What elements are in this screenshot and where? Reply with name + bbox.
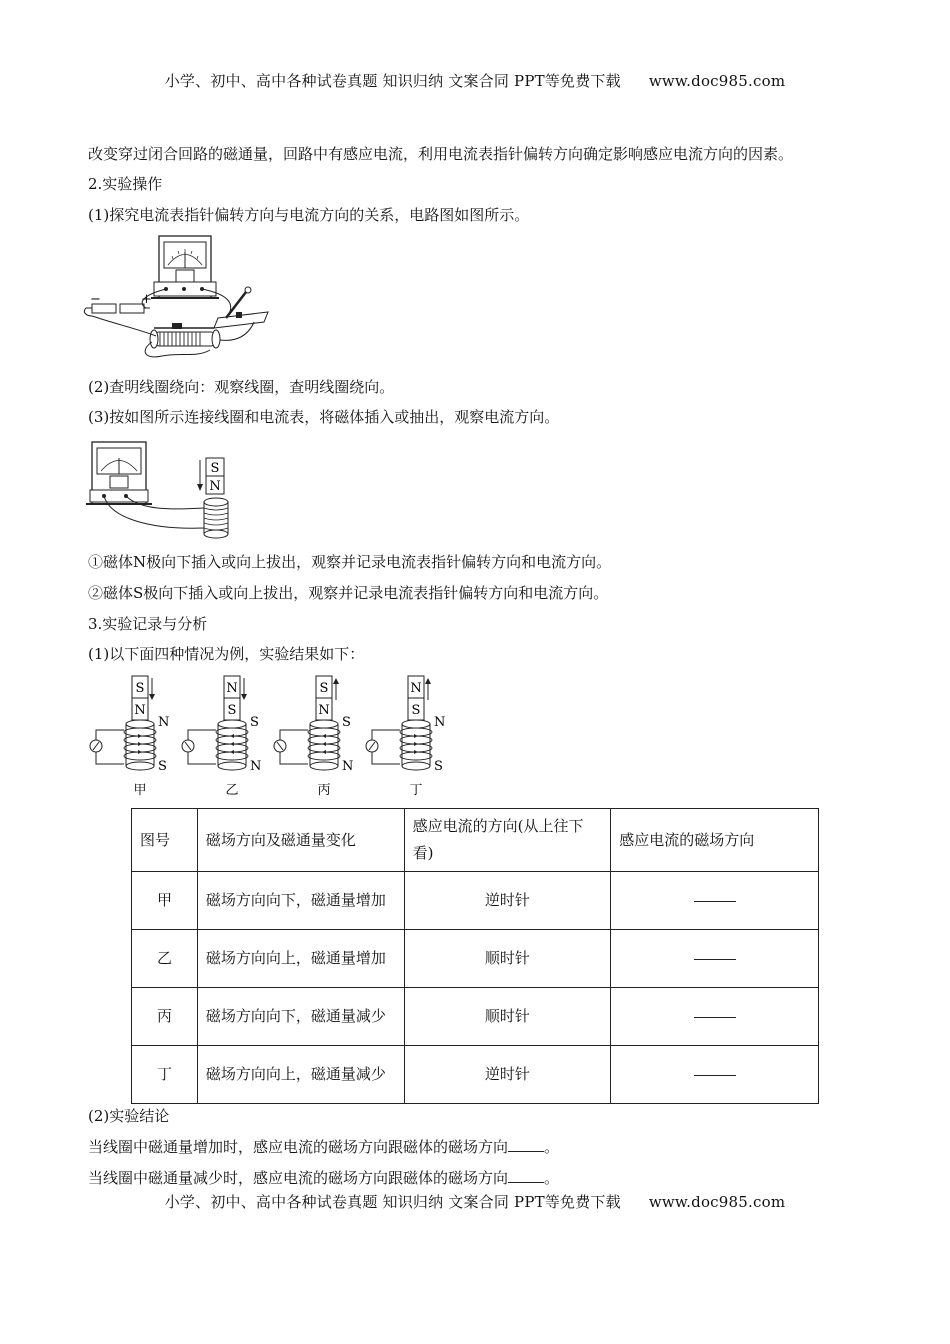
- page-header: [0, 70, 950, 91]
- row-current: 顺时针: [404, 930, 611, 988]
- svg-text:乙: 乙: [225, 783, 239, 798]
- header-current-direction: 感应电流的方向(从上往下看): [404, 809, 611, 872]
- svg-text:S: S: [319, 681, 329, 696]
- record-table: [131, 808, 819, 1104]
- intro-line: 改变穿过闭合回路的磁通量，回路中有感应电流，利用电流表指针偏转方向确定影响感应电流方向的因素。: [88, 145, 794, 163]
- panel-yi: [182, 676, 261, 798]
- battery-minus: −: [90, 292, 101, 307]
- page-footer: [0, 1191, 950, 1212]
- svg-text:S: S: [227, 703, 237, 718]
- row-id: 乙: [132, 930, 198, 988]
- svg-text:N: N: [250, 759, 262, 774]
- row-change: 磁场方向向下，磁通量增加: [197, 872, 404, 930]
- svg-text:S: S: [434, 759, 443, 774]
- row-id: 丁: [132, 1046, 198, 1104]
- row-current: 顺时针: [404, 988, 611, 1046]
- row-change: 磁场方向向下，磁通量减少: [197, 988, 404, 1046]
- answer-blank[interactable]: [611, 930, 819, 988]
- section-3-title: 3.实验记录与分析: [88, 615, 208, 633]
- svg-text:N: N: [342, 759, 354, 774]
- analysis-1: (1)以下面四种情况为例，实验结果如下：: [88, 645, 365, 663]
- figure-3-panels: [86, 672, 456, 802]
- answer-blank[interactable]: [611, 988, 819, 1046]
- step-3: (3)按如图所示连接线圈和电流表，将磁体插入或抽出，观察电流方向。: [88, 408, 560, 426]
- panel-ding: [366, 676, 445, 798]
- table-row: [132, 988, 819, 1046]
- svg-text:N: N: [434, 715, 446, 730]
- section-2-title: 2.实验操作: [88, 175, 163, 193]
- svg-text:N: N: [158, 715, 170, 730]
- row-change: 磁场方向向上，磁通量减少: [197, 1046, 404, 1104]
- svg-text:N: N: [410, 681, 422, 696]
- conclusion-2: 当线圈中磁通量减少时，感应电流的磁场方向跟磁体的磁场方向 。: [88, 1169, 560, 1187]
- svg-text:S: S: [411, 703, 421, 718]
- battery-plus: +: [141, 292, 152, 307]
- header-text: 小学、初中、高中各种试卷真题 知识归纳 文案合同 PPT等免费下载: [164, 72, 621, 90]
- row-id: 丙: [132, 988, 198, 1046]
- header-induced-field: 感应电流的磁场方向: [611, 809, 819, 872]
- row-current: 逆时针: [404, 872, 611, 930]
- row-change: 磁场方向向上，磁通量增加: [197, 930, 404, 988]
- sub-step-2: ②磁体S极向下插入或向上拔出，观察并记录电流表指针偏转方向和电流方向。: [88, 584, 609, 602]
- step-1: (1)探究电流表指针偏转方向与电流方向的关系，电路图如图所示。: [88, 206, 530, 224]
- figure-1-circuit: [86, 232, 276, 362]
- svg-text:S: S: [250, 715, 259, 730]
- figure-2-setup: [90, 438, 240, 538]
- svg-text:N: N: [318, 703, 330, 718]
- panel-bing: [274, 676, 353, 798]
- table-row: [132, 872, 819, 930]
- svg-text:S: S: [135, 681, 145, 696]
- answer-blank[interactable]: [611, 872, 819, 930]
- row-id: 甲: [132, 872, 198, 930]
- footer-site: www.doc985.com: [648, 1193, 786, 1211]
- svg-text:N: N: [134, 703, 146, 718]
- table-header-row: [132, 809, 819, 872]
- footer-text: 小学、初中、高中各种试卷真题 知识归纳 文案合同 PPT等免费下载: [164, 1193, 621, 1211]
- header-figure-no: 图号: [132, 809, 198, 872]
- panel-jia: [90, 676, 169, 798]
- magnet-bottom-pole: N: [209, 479, 221, 494]
- svg-text:丙: 丙: [317, 783, 331, 798]
- magnet-top-pole: S: [210, 461, 220, 476]
- svg-text:S: S: [158, 759, 167, 774]
- header-field-change: 磁场方向及磁通量变化: [197, 809, 404, 872]
- table-row: [132, 1046, 819, 1104]
- svg-text:S: S: [342, 715, 351, 730]
- svg-text:甲: 甲: [133, 783, 147, 798]
- answer-blank[interactable]: [508, 1137, 544, 1152]
- svg-text:丁: 丁: [409, 783, 423, 798]
- answer-blank[interactable]: [611, 1046, 819, 1104]
- answer-blank[interactable]: [508, 1168, 544, 1183]
- header-site: www.doc985.com: [648, 72, 786, 90]
- sub-step-1: ①磁体N极向下插入或向上拔出，观察并记录电流表指针偏转方向和电流方向。: [88, 553, 612, 571]
- step-2: (2)查明线圈绕向：观察线圈，查明线圈绕向。: [88, 378, 395, 396]
- row-current: 逆时针: [404, 1046, 611, 1104]
- conclusion-title: (2)实验结论: [88, 1107, 170, 1125]
- svg-text:N: N: [226, 681, 238, 696]
- table-row: [132, 930, 819, 988]
- conclusion-1: 当线圈中磁通量增加时，感应电流的磁场方向跟磁体的磁场方向 。: [88, 1138, 560, 1156]
